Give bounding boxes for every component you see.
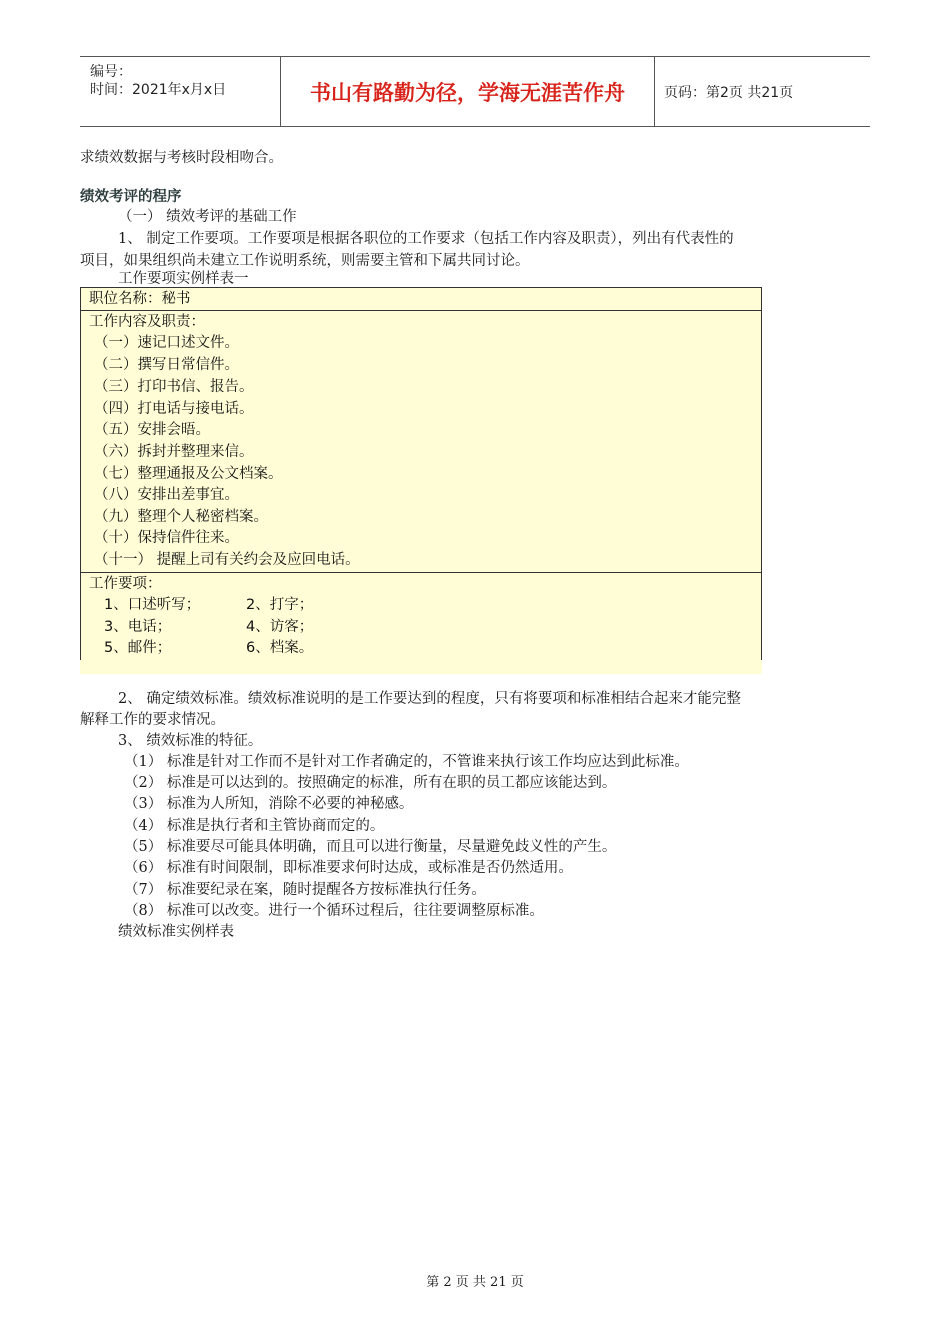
feature-item: （8） 标准可以改变。进行一个循环过程后，往往要调整原标准。	[124, 903, 544, 919]
duty-item: （九）整理个人秘密档案。	[94, 509, 268, 525]
work-item: 3、电话；	[104, 619, 172, 635]
duty-item: （五）安排会晤。	[94, 422, 210, 438]
feature-item: （4） 标准是执行者和主管协商而定的。	[124, 818, 385, 834]
header-page-number: 页码：第2页 共21页	[664, 84, 794, 101]
serial-label: 编号：	[90, 64, 132, 80]
table-shading	[80, 660, 762, 674]
duty-item: （一）速记口述文件。	[94, 335, 239, 351]
table-rule	[80, 310, 762, 311]
duties-title: 工作内容及职责：	[89, 314, 205, 330]
work-item: 4、访客；	[246, 619, 314, 635]
feature-item: （6） 标准有时间限制，即标准要求何时达成，或标准是否仍然适用。	[124, 860, 573, 876]
duty-item: （七）整理通报及公文档案。	[94, 466, 283, 482]
duty-item: （十一） 提醒上司有关约会及应回电话。	[94, 552, 360, 568]
subheading: （一） 绩效考评的基础工作	[118, 209, 297, 225]
feature-item: （7） 标准要纪录在案，随时提醒各方按标准执行任务。	[124, 882, 486, 898]
duty-item: （二）撰写日常信件。	[94, 357, 239, 373]
table-caption: 绩效标准实例样表	[118, 924, 234, 940]
duty-table	[80, 287, 762, 660]
work-item: 2、打字；	[246, 597, 314, 613]
time-label: 时间：2021年x月x日	[90, 82, 227, 98]
table-rule	[80, 572, 762, 573]
page-footer: 第 2 页 共 21 页	[426, 1275, 524, 1290]
feature-item: （2） 标准是可以达到的。按照确定的标准，所有在职的员工都应该能达到。	[124, 775, 617, 791]
header-motto: 书山有路勤为径，学海无涯苦作舟	[310, 80, 625, 105]
paragraph: 3、 绩效标准的特征。	[118, 733, 263, 749]
paragraph: 1、 制定工作要项。工作要项是根据各职位的工作要求（包括工作内容及职责），列出有代表性的	[118, 231, 734, 247]
work-item: 6、档案。	[246, 640, 314, 656]
duty-item: （四）打电话与接电话。	[94, 401, 254, 417]
duty-item: （六）拆封并整理来信。	[94, 444, 254, 460]
paragraph: 项目，如果组织尚未建立工作说明系统，则需要主管和下属共同讨论。	[80, 253, 530, 269]
position-title: 职位名称：秘书	[89, 291, 191, 307]
work-item: 1、口述听写；	[104, 597, 201, 613]
duty-item: （十）保持信件往来。	[94, 530, 239, 546]
table-caption: 工作要项实例样表一	[118, 271, 249, 287]
paragraph: 求绩效数据与考核时段相吻合。	[80, 150, 283, 166]
feature-item: （5） 标准要尽可能具体明确，而且可以进行衡量，尽量避免歧义性的产生。	[124, 839, 617, 855]
page-header	[80, 56, 870, 127]
header-divider	[654, 57, 655, 126]
paragraph: 解释工作的要求情况。	[80, 712, 225, 728]
feature-item: （1） 标准是针对工作而不是针对工作者确定的，不管谁来执行该工作均应达到此标准。	[124, 754, 689, 770]
paragraph: 2、 确定绩效标准。绩效标准说明的是工作要达到的程度，只有将要项和标准相结合起来才能完整	[118, 691, 741, 707]
items-title: 工作要项：	[89, 576, 162, 592]
duty-item: （八）安排出差事宜。	[94, 487, 239, 503]
work-item: 5、邮件；	[104, 640, 172, 656]
duty-item: （三）打印书信、报告。	[94, 379, 254, 395]
section-heading: 绩效考评的程序	[80, 189, 182, 205]
feature-item: （3） 标准为人所知，消除不必要的神秘感。	[124, 796, 414, 812]
header-meta	[80, 57, 280, 126]
